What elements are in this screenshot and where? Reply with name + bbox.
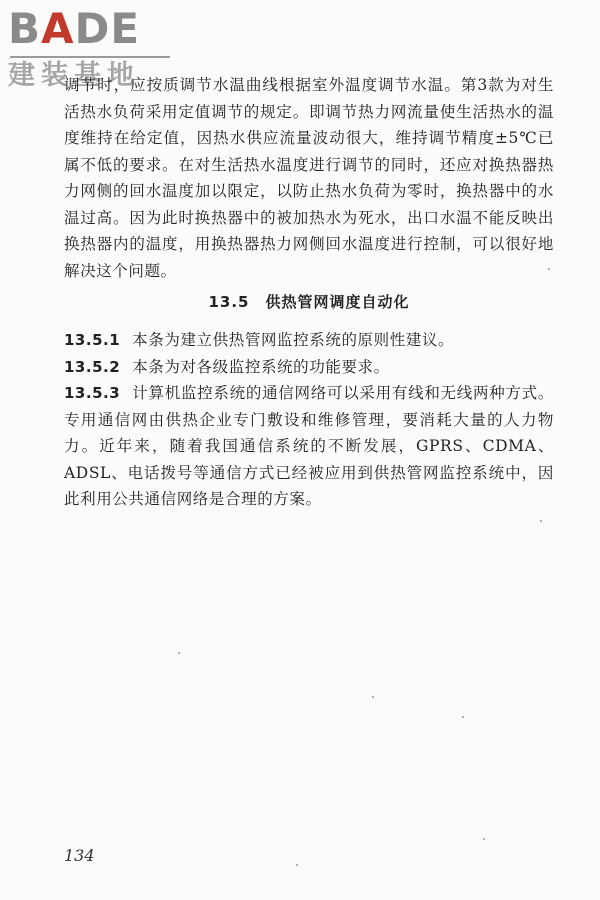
scan-speck	[540, 520, 542, 522]
logo-brand-accent: A	[41, 4, 75, 53]
clause-item	[64, 327, 554, 354]
logo-brand-prefix: B	[8, 4, 42, 53]
scan-speck	[483, 838, 485, 840]
section-number: 13.5	[208, 293, 250, 311]
clause-number: 13.5.1	[64, 331, 121, 349]
clause-number: 13.5.2	[64, 357, 121, 376]
logo-divider	[10, 56, 170, 58]
scan-speck	[178, 652, 180, 654]
scan-speck	[548, 268, 550, 270]
clause-item	[64, 380, 554, 513]
intro-paragraph: 调节时，应按质调节水温曲线根据室外温度调节水温。第3款为对生活热水负荷采用定值调节的规定。即调节热力网流量使生活热水的温度维持在给定值，因热水供应流量波动很大，维持调节精度±5℃已属不低的要求。在对生活热水温度进行调节的同时，还应对换热器热力网侧的回水温度加以限定，以防止热水负荷为零时，换热器中的水温过高。因为此时换热器中的被加热水为死水，出口水温不能反映出换热器内的温度，用换热器热力网侧回水温度进行控制，可以很好地解决这个问题。	[64, 76, 554, 280]
section-title: 供热管网调度自动化	[265, 293, 410, 311]
clause-text: 本条为建立供热管网监控系统的原则性建议。	[132, 331, 455, 349]
logo-subtitle: 建装基地	[8, 60, 140, 91]
section-heading	[64, 290, 554, 314]
page-number: 134	[64, 846, 95, 865]
clause-number: 13.5.3	[64, 384, 121, 402]
scan-speck	[462, 716, 464, 718]
scan-speck	[372, 696, 374, 698]
scan-speck	[296, 864, 298, 866]
clause-list	[64, 327, 554, 513]
clause-text: 本条为对各级监控系统的功能要求。	[132, 357, 390, 376]
logo-brand-text	[8, 4, 140, 54]
clause-item	[64, 354, 554, 381]
clause-text: 计算机监控系统的通信网络可以采用有线和无线两种方式。专用通信网由供热企业专门敷设和维修管理，要消耗大量的人力物力。近年来，随着我国通信系统的不断发展，GPRS、CDMA、ADSL、电话拨号等通信方式已经被应用到供热管网监控系统中，因此利用公共通信网络是合理的方案。	[64, 384, 554, 508]
logo-brand-suffix: DE	[74, 4, 141, 53]
